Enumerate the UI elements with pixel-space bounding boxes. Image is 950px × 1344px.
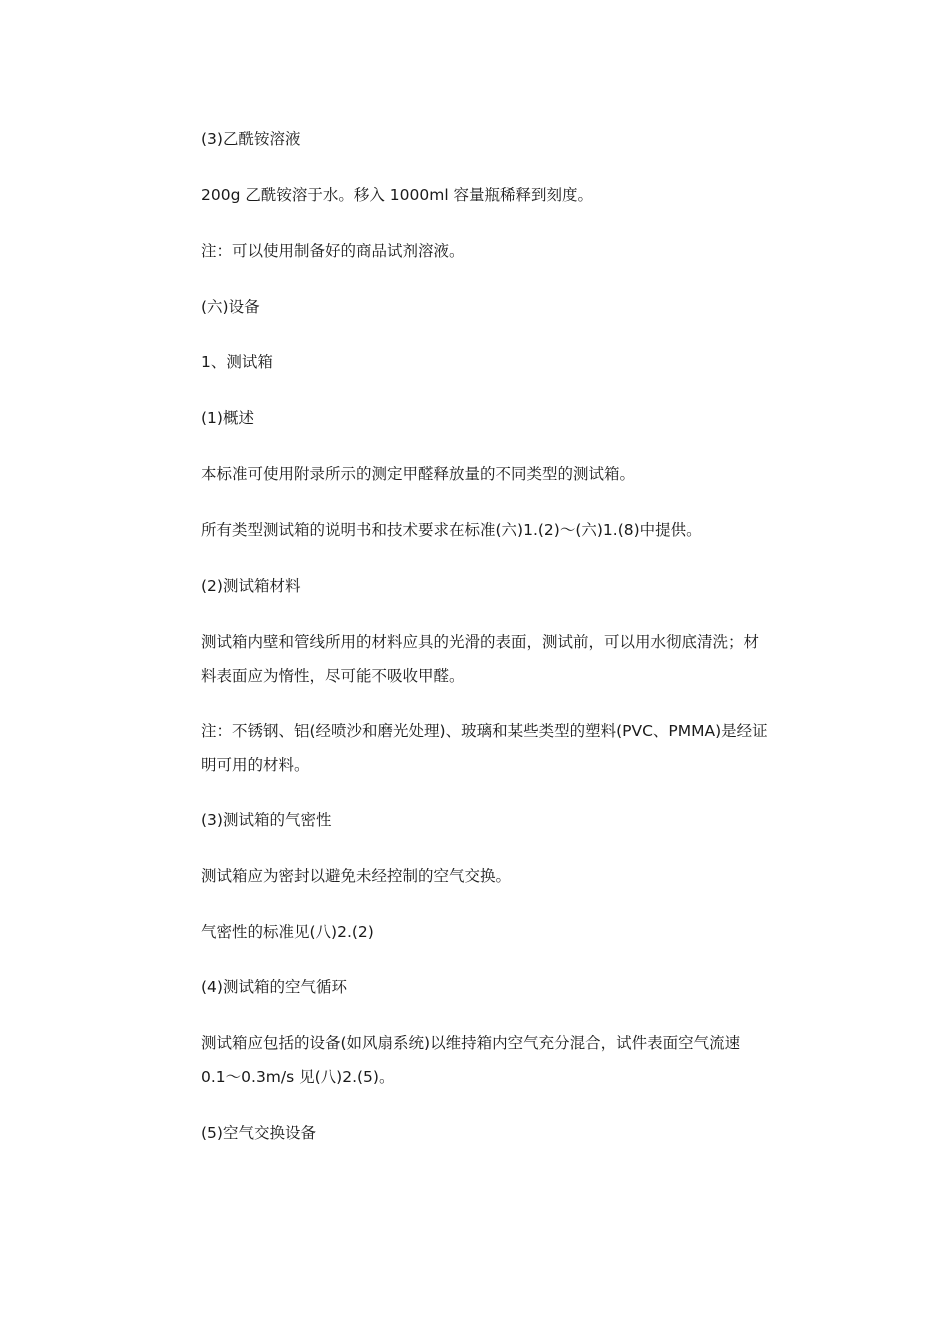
subheading-air-circulation	[201, 970, 811, 1004]
text-line: (4)测试箱的空气循环	[201, 978, 347, 996]
text-line: 料表面应为惰性，尽可能不吸收甲醛。	[201, 667, 465, 685]
text-line: (六)设备	[201, 298, 260, 316]
text-line: (1)概述	[201, 409, 254, 427]
subheading-test-chamber	[201, 345, 811, 379]
text-line: (2)测试箱材料	[201, 577, 301, 595]
text-line: 测试箱应包括的设备(如风扇系统)以维持箱内空气充分混合，试件表面空气流速	[201, 1034, 741, 1052]
text-line: (5)空气交换设备	[201, 1124, 316, 1142]
note-usable-materials	[201, 714, 811, 782]
subheading-overview	[201, 401, 811, 435]
subheading-chamber-material	[201, 569, 811, 603]
paragraph-chamber-specs	[201, 513, 811, 547]
text-line: 注：不锈钢、铝(经喷沙和磨光处理)、玻璃和某些类型的塑料(PVC、PMMA)是经证	[201, 722, 768, 740]
text-line: (3)测试箱的气密性	[201, 811, 332, 829]
text-line: (3)乙酰铵溶液	[201, 130, 301, 148]
text-line: 本标准可使用附录所示的测定甲醛释放量的不同类型的测试箱。	[201, 465, 636, 483]
section-heading-equipment	[201, 290, 811, 324]
paragraph-chamber-types	[201, 457, 811, 491]
text-line: 0.1～0.3m/s 见(八)2.(5)。	[201, 1068, 395, 1086]
text-line: 200g 乙酰铵溶于水。移入 1000ml 容量瓶稀释到刻度。	[201, 186, 594, 204]
paragraph-circulation-equipment	[201, 1026, 811, 1094]
text-line: 气密性的标准见(八)2.(2)	[201, 923, 374, 941]
paragraph-solution-prep	[201, 178, 811, 212]
subheading-acetylammonium-solution	[201, 122, 811, 156]
subheading-airtightness	[201, 803, 811, 837]
paragraph-airtightness-standard	[201, 915, 811, 949]
note-commercial-reagent	[201, 234, 811, 268]
paragraph-sealing	[201, 859, 811, 893]
text-line: 测试箱内壁和管线所用的材料应具的光滑的表面，测试前，可以用水彻底清洗；材	[201, 633, 760, 651]
paragraph-material-requirements	[201, 625, 811, 693]
text-line: 1、测试箱	[201, 353, 273, 371]
text-line: 明可用的材料。	[201, 756, 310, 774]
text-line: 测试箱应为密封以避免未经控制的空气交换。	[201, 867, 512, 885]
text-line: 注：可以使用制备好的商品试剂溶液。	[201, 242, 465, 260]
text-line: 所有类型测试箱的说明书和技术要求在标准(六)1.(2)～(六)1.(8)中提供。	[201, 521, 702, 539]
subheading-air-exchange-equipment	[201, 1116, 811, 1150]
